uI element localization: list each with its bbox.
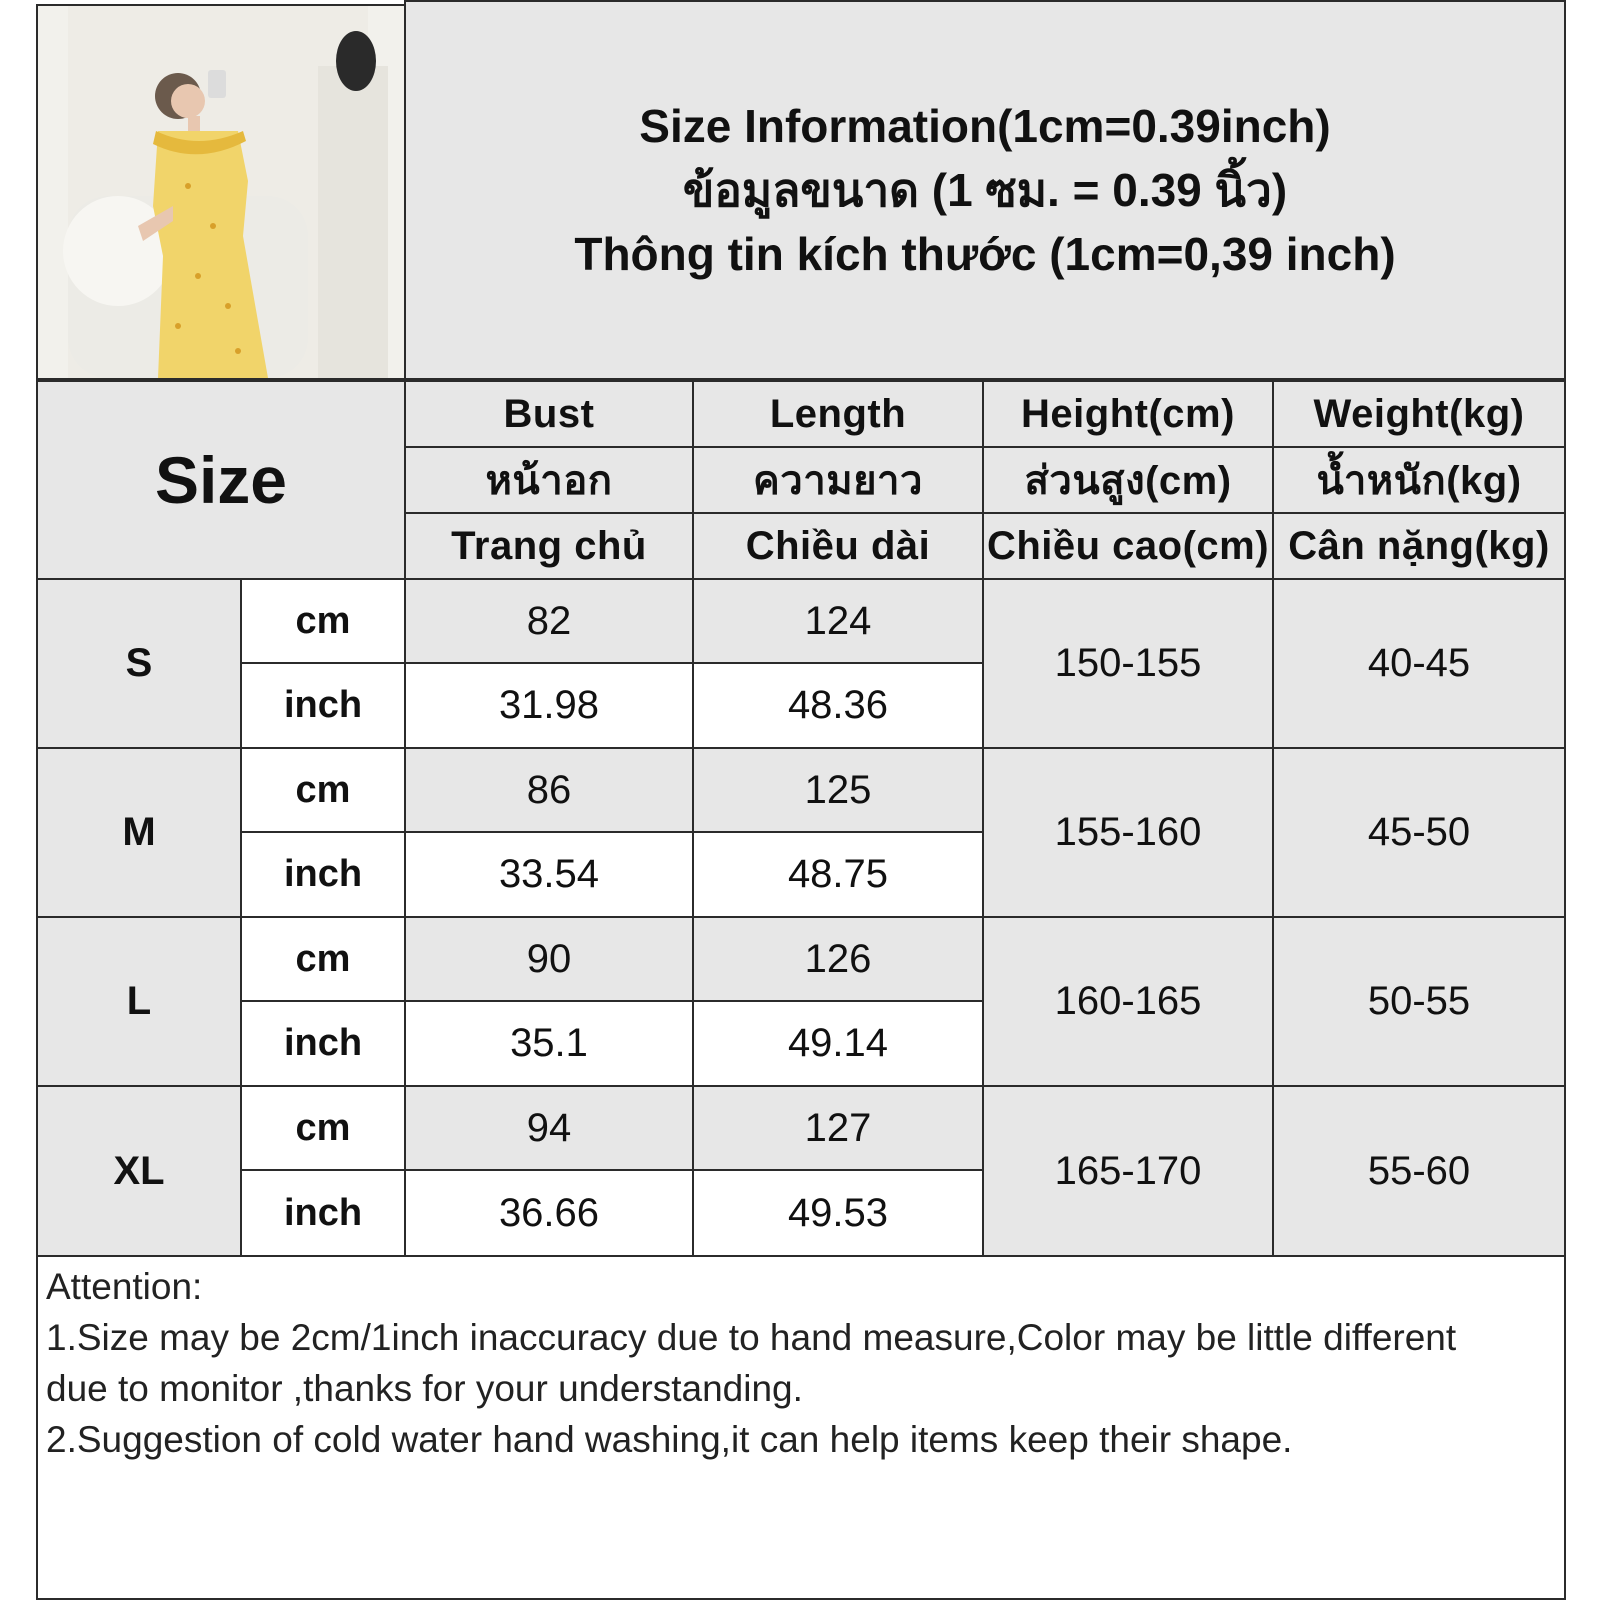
header-height-vi: Chiều cao(cm) [982,512,1274,580]
unit-cm-label: cm [240,747,406,833]
length-cm-xl: 127 [692,1085,984,1171]
bust-inch-s: 31.98 [404,662,694,749]
bust-cm-xl: 94 [404,1085,694,1171]
title-line-vi: Thông tin kích thước (1cm=0,39 inch) [574,228,1396,280]
bust-inch-m: 33.54 [404,831,694,918]
header-height-th: ส่วนสูง(cm) [982,446,1274,514]
header-length-th: ความยาว [692,446,984,514]
height-range-s: 150-155 [982,578,1274,749]
product-photo [36,4,406,380]
product-photo-icon [38,6,404,378]
height-range-l: 160-165 [982,916,1274,1087]
weight-range-m: 45-50 [1272,747,1566,918]
bust-inch-xl: 36.66 [404,1169,694,1257]
length-inch-xl: 49.53 [692,1169,984,1257]
unit-inch-label: inch [240,1169,406,1257]
length-inch-m: 48.75 [692,831,984,918]
notes-line: due to monitor ,thanks for your understanding. [46,1368,803,1409]
weight-range-l: 50-55 [1272,916,1566,1087]
row-size-s: S [36,578,242,749]
length-inch-s: 48.36 [692,662,984,749]
height-range-xl: 165-170 [982,1085,1274,1257]
header-weight-vi: Cân nặng(kg) [1272,512,1566,580]
weight-range-s: 40-45 [1272,578,1566,749]
height-range-m: 155-160 [982,747,1274,918]
header-height-en: Height(cm) [982,380,1274,448]
header-weight-en: Weight(kg) [1272,380,1566,448]
unit-inch-label: inch [240,1000,406,1087]
weight-range-xl: 55-60 [1272,1085,1566,1257]
notes-line: 1.Size may be 2cm/1inch inaccuracy due to hand measure,Color may be little different [46,1317,1457,1358]
title-line-th: ข้อมูลขนาด (1 ซม. = 0.39 นิ้ว) [682,164,1288,216]
bust-inch-l: 35.1 [404,1000,694,1087]
unit-cm-label: cm [240,1085,406,1171]
row-size-l: L [36,916,242,1087]
size-column-header: Size [36,380,406,580]
bust-cm-m: 86 [404,747,694,833]
header-bust-vi: Trang chủ [404,512,694,580]
notes-heading: Attention: [46,1266,203,1307]
header-bust-th: หน้าอก [404,446,694,514]
row-size-xl: XL [36,1085,242,1257]
size-information-title [404,0,1566,380]
row-size-m: M [36,747,242,918]
header-length-vi: Chiều dài [692,512,984,580]
notes-line: 2.Suggestion of cold water hand washing,it can help items keep their shape. [46,1419,1293,1460]
unit-cm-label: cm [240,916,406,1002]
bust-cm-s: 82 [404,578,694,664]
unit-cm-label: cm [240,578,406,664]
bust-cm-l: 90 [404,916,694,1002]
attention-notes [36,1255,1566,1600]
length-cm-s: 124 [692,578,984,664]
unit-inch-label: inch [240,831,406,918]
length-inch-l: 49.14 [692,1000,984,1087]
length-cm-m: 125 [692,747,984,833]
length-cm-l: 126 [692,916,984,1002]
header-length-en: Length [692,380,984,448]
header-weight-th: น้ำหนัก(kg) [1272,446,1566,514]
title-line-en: Size Information(1cm=0.39inch) [639,100,1331,152]
unit-inch-label: inch [240,662,406,749]
header-bust-en: Bust [404,380,694,448]
